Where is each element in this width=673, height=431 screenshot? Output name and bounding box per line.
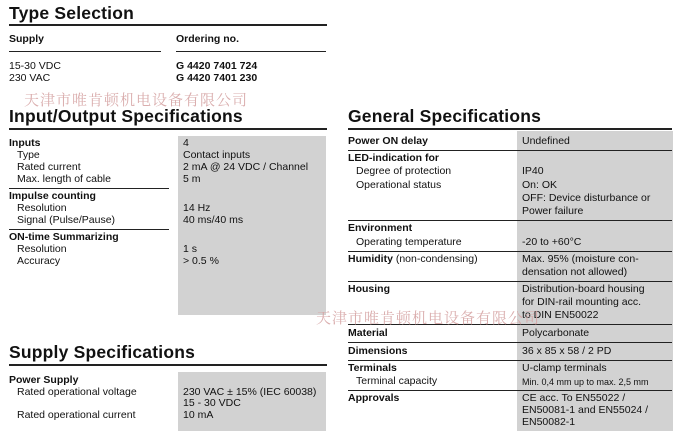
- spec-label: Rated operational current: [17, 409, 136, 421]
- header-rule: [9, 51, 161, 52]
- supply-value: 15-30 VDC: [9, 60, 61, 72]
- row-rule: [348, 251, 672, 252]
- spec-value: 2 mA @ 24 VDC / Channel: [183, 161, 309, 173]
- spec-label: Rated current: [17, 161, 81, 173]
- watermark: 天津市唯肯顿机电设备有限公司: [24, 92, 249, 109]
- io-specs-title: Input/Output Specifications: [9, 106, 243, 126]
- inputs-label: Inputs: [9, 137, 41, 149]
- supply-column-header: Supply: [9, 33, 45, 45]
- general-specs-title: General Specifications: [348, 106, 542, 126]
- terminals-label: Terminals: [348, 362, 397, 374]
- spec-value: OFF: Device disturbance or: [522, 192, 651, 204]
- spec-value: 40 ms/40 ms: [183, 214, 244, 226]
- section-rule: [9, 188, 169, 189]
- spec-value: 14 Hz: [183, 202, 211, 214]
- title-rule: [9, 128, 327, 130]
- humidity-label: [348, 254, 478, 266]
- inputs-value: 4: [183, 137, 189, 149]
- spec-value: IP40: [522, 165, 544, 177]
- spec-value: 1 s: [183, 243, 198, 255]
- approvals-label: Approvals: [348, 392, 400, 404]
- spec-value: Distribution-board housing: [522, 283, 645, 295]
- spec-label: Resolution: [17, 243, 67, 255]
- row-rule: [348, 360, 672, 361]
- spec-value: to DIN EN50022: [522, 309, 599, 321]
- spec-value: On: OK: [522, 179, 558, 191]
- spec-value: EN50082-1: [522, 416, 576, 428]
- ordering-number: G 4420 7401 724: [176, 60, 258, 72]
- spec-label: Max. length of cable: [17, 173, 111, 185]
- supply-value: 230 VAC: [9, 72, 51, 84]
- spec-value: EN50081-1 and EN55024 /: [522, 404, 649, 416]
- dimensions-label: Dimensions: [348, 345, 408, 357]
- watermark: 天津市唯肯顿机电设备有限公司: [316, 310, 541, 327]
- spec-value: Polycarbonate: [522, 327, 590, 339]
- spec-label: Type: [17, 149, 40, 161]
- spec-label: Rated operational voltage: [17, 386, 137, 398]
- spec-value: CE acc. To EN55022 /: [522, 392, 626, 404]
- row-rule: [348, 220, 672, 221]
- spec-value: for DIN-rail mounting acc.: [522, 296, 642, 308]
- row-rule: [348, 390, 672, 391]
- housing-label: Housing: [348, 283, 390, 295]
- spec-value: 5 m: [183, 173, 201, 185]
- spec-label: Operating temperature: [356, 236, 462, 248]
- spec-label: Operational status: [356, 179, 442, 191]
- ordering-number: G 4420 7401 230: [176, 72, 258, 84]
- spec-value: 36 x 85 x 58 / 2 PD: [522, 345, 612, 357]
- title-rule: [9, 24, 327, 26]
- header-rule: [176, 51, 326, 52]
- spec-value: -20 to +60°C: [522, 236, 582, 248]
- row-rule: [348, 342, 672, 343]
- ontime-summarizing-label: ON-time Summarizing: [9, 231, 119, 243]
- spec-label: Accuracy: [17, 255, 61, 267]
- row-rule: [348, 281, 672, 282]
- title-rule: [348, 128, 672, 130]
- spec-label: Terminal capacity: [356, 375, 438, 387]
- impulse-counting-label: Impulse counting: [9, 190, 96, 202]
- supply-specs-title: Supply Specifications: [9, 342, 196, 362]
- title-rule: [9, 364, 327, 366]
- spec-value: densation not allowed): [522, 266, 628, 278]
- row-rule: [348, 150, 672, 151]
- environment-label: Environment: [348, 222, 413, 234]
- type-selection-title: Type Selection: [9, 3, 135, 23]
- spec-label: Signal (Pulse/Pause): [17, 214, 116, 226]
- spec-value: Contact inputs: [183, 149, 251, 161]
- spec-value: 15 - 30 VDC: [183, 397, 241, 409]
- spec-value: Undefined: [522, 135, 570, 147]
- spec-value: Power failure: [522, 205, 584, 217]
- spec-value: U-clamp terminals: [522, 362, 607, 374]
- spec-value: 230 VAC ± 15% (IEC 60038): [183, 386, 317, 398]
- spec-value: Max. 95% (moisture con-: [522, 253, 639, 265]
- ordering-column-header: Ordering no.: [176, 33, 239, 45]
- spec-value: Min. 0,4 mm up to max. 2,5 mm: [522, 377, 649, 387]
- humidity-label-text: Humidity: [348, 253, 393, 265]
- humidity-note: (non-condensing): [395, 253, 478, 265]
- led-indication-label: LED-indication for: [348, 152, 439, 164]
- spec-value: 10 mA: [183, 409, 214, 421]
- power-supply-label: Power Supply: [9, 374, 79, 386]
- spec-label: Degree of protection: [356, 165, 452, 177]
- spec-value: > 0.5 %: [183, 255, 219, 267]
- material-label: Material: [348, 327, 388, 339]
- section-rule: [9, 229, 169, 230]
- spec-label: Resolution: [17, 202, 67, 214]
- power-on-delay-label: Power ON delay: [348, 135, 428, 147]
